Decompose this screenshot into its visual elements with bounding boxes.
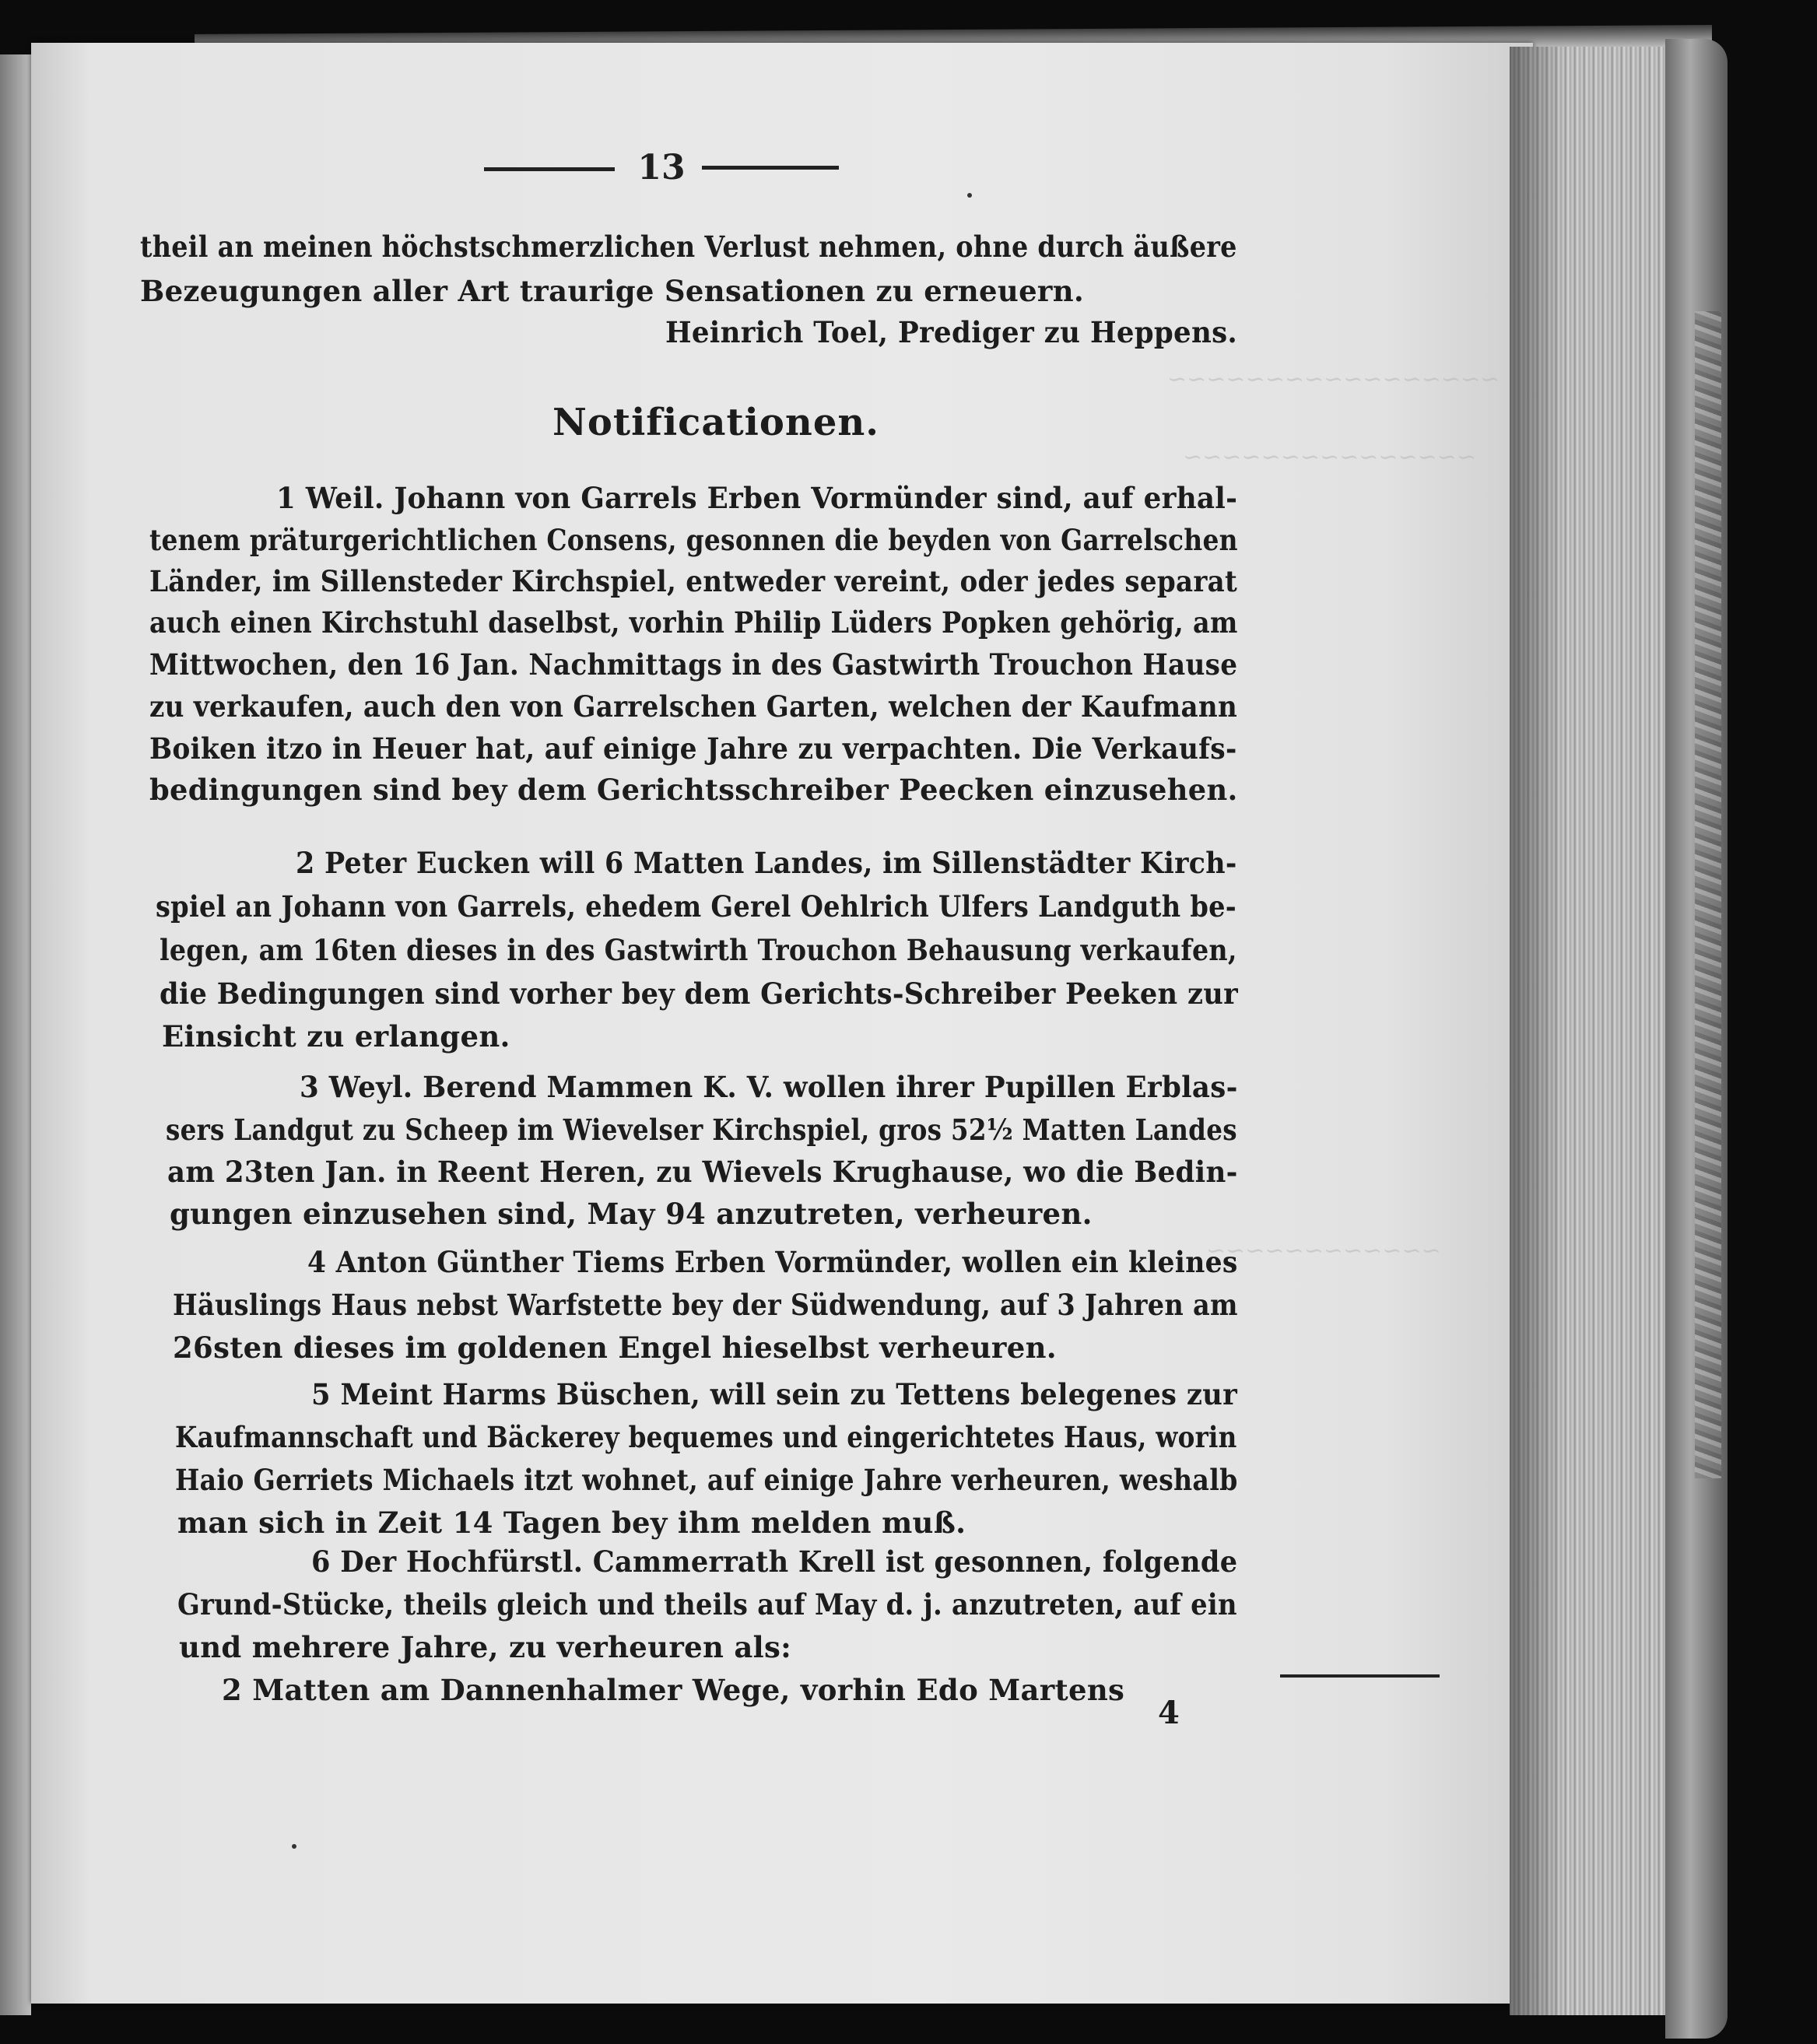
notice-5-line: Kaufmannschaft und Bäckerey bequemes und eingerichtetes Haus, worin: [175, 1420, 1237, 1454]
notice-4-line: Häuslings Haus nebst Warfstette bey der Südwendung, auf 3 Jahren am: [173, 1288, 1238, 1322]
notice-1-line: bedingungen sind bey dem Gerichtsschreiber Peecken einzusehen.: [149, 773, 1238, 807]
notice-3-line: gungen einzusehen sind, May 94 anzutreten, verheuren.: [170, 1197, 1093, 1231]
notice-2-line: Einsicht zu erlangen.: [162, 1019, 510, 1054]
notice-6-line: 2 Matten am Dannenhalmer Wege, vorhin Edo Martens: [222, 1673, 1125, 1707]
notice-4-line: 26sten dieses im goldenen Engel hieselbst verheuren.: [173, 1331, 1057, 1365]
notice-6-line: 6 Der Hochfürstl. Cammerrath Krell ist gesonnen, folgende: [311, 1544, 1238, 1579]
previous-page-edge: [0, 54, 31, 2015]
notice-1-line: Länder, im Sillensteder Kirchspiel, entweder vereint, oder jedes separat: [149, 564, 1238, 598]
bleed-through: ~~~~~~~~~~~~: [1206, 1237, 1441, 1264]
signature: Heinrich Toel, Prediger zu Heppens.: [665, 315, 1238, 349]
notice-5-line: 5 Meint Harms Büschen, will sein zu Tettens belegenes zur: [311, 1377, 1238, 1411]
notice-3-line: sers Landgut zu Scheep im Wievelser Kirchspiel, gros 52½ Matten Landes: [166, 1113, 1237, 1147]
notice-2-line: legen, am 16ten dieses in des Gastwirth Trouchon Behausung verkaufen,: [160, 933, 1237, 967]
bleed-through: ~~~~~~~~~~~~~~~~~: [1167, 366, 1500, 393]
notice-2-line: die Bedingungen sind vorher bey dem Gerichts-Schreiber Peeken zur: [160, 976, 1238, 1011]
text-line: theil an meinen höchstschmerzlichen Verlust nehmen, ohne durch äußere: [140, 230, 1237, 264]
notice-4-line: 4 Anton Günther Tiems Erben Vormünder, wollen ein kleines: [307, 1245, 1238, 1279]
margin-rule: [1280, 1674, 1440, 1678]
notice-5-line: Haio Gerriets Michaels itzt wohnet, auf einige Jahre verheuren, weshalb: [175, 1463, 1238, 1497]
bleed-through: ~~~~~~~~~~~~~~~: [1183, 444, 1477, 471]
notice-1-line: zu verkaufen, auch den von Garrelschen Garten, welchen der Kaufmann: [149, 689, 1238, 724]
header-rule-right: [702, 166, 839, 170]
text-line: Bezeugungen aller Art traurige Sensationen zu erneuern.: [140, 274, 1085, 308]
notice-1-line: Mittwochen, den 16 Jan. Nachmittags in des Gastwirth Trouchon Hause: [149, 647, 1238, 682]
notice-1-line: tenem präturgerichtlichen Consens, gesonnen die beyden von Garrelschen: [149, 523, 1238, 557]
notice-3-line: am 23ten Jan. in Reent Heren, zu Wievels Krughause, wo die Bedin-: [167, 1155, 1238, 1189]
notice-6-line: Grund-Stücke, theils gleich und theils auf May d. j. anzutreten, auf ein: [177, 1587, 1237, 1622]
notice-1-line: 1 Weil. Johann von Garrels Erben Vormünder sind, auf erhal-: [276, 481, 1238, 515]
page-number: 13: [637, 148, 686, 188]
marbled-cover-pattern: [1695, 311, 1721, 1478]
ink-speck: [967, 193, 972, 198]
header-rule-left: [484, 167, 615, 171]
notice-2-line: spiel an Johann von Garrels, ehedem Gerel Oehlrich Ulfers Landguth be-: [156, 889, 1236, 924]
notice-2-line: 2 Peter Eucken will 6 Matten Landes, im Sillenstädter Kirch-: [296, 846, 1237, 880]
notice-3-line: 3 Weyl. Berend Mammen K. V. wollen ihrer Pupillen Erblas-: [300, 1070, 1238, 1104]
ink-speck: [292, 1844, 296, 1849]
notice-5-line: man sich in Zeit 14 Tagen bey ihm melden muß.: [177, 1506, 966, 1540]
catchword: 4: [1158, 1695, 1180, 1731]
notice-1-line: auch einen Kirchstuhl daselbst, vorhin Philip Lüders Popken gehörig, am: [149, 605, 1238, 640]
section-heading: Notificationen.: [552, 401, 879, 444]
notice-6-line: und mehrere Jahre, zu verheuren als:: [179, 1630, 792, 1664]
notice-1-line: Boiken itzo in Heuer hat, auf einige Jahre zu verpachten. Die Verkaufs-: [149, 731, 1237, 766]
page-edge-shadow: [1510, 47, 1564, 2015]
